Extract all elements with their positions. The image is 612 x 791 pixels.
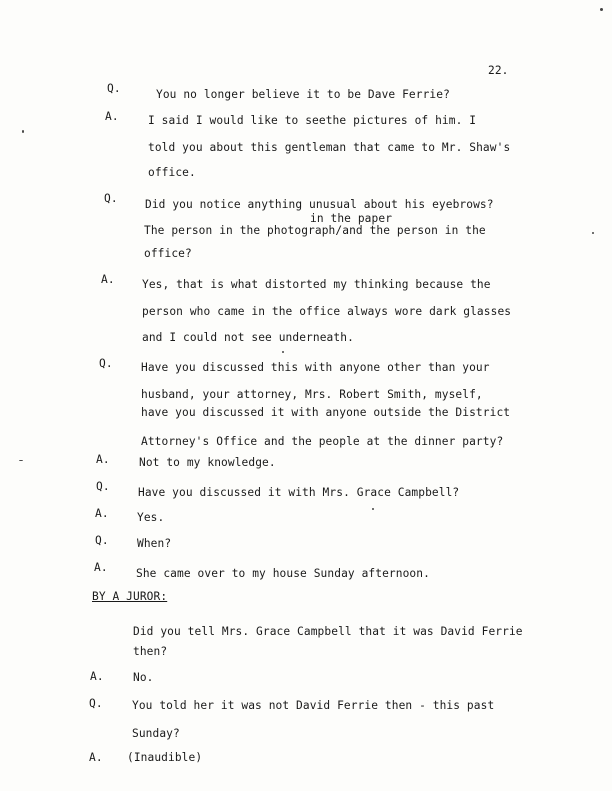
speaker-label: A.	[90, 670, 104, 683]
question-text: Have you discussed it with Mrs. Grace Campbell?	[138, 486, 460, 499]
question-text: office?	[144, 247, 192, 260]
question-text: husband, your attorney, Mrs. Robert Smith, myself,	[141, 388, 483, 401]
question-text: Did you tell Mrs. Grace Campbell that it was David Ferrie	[133, 625, 523, 638]
question-text: You told her it was not David Ferrie then - this past	[132, 699, 495, 712]
question-text: then?	[133, 645, 168, 658]
answer-text: She came over to my house Sunday afternoon.	[136, 567, 430, 580]
speaker-label: A.	[105, 110, 119, 123]
answer-text: Yes.	[137, 511, 165, 524]
question-text: The person in the photograph/and the person in the	[144, 224, 486, 237]
answer-text: and I could not see underneath.	[142, 331, 354, 344]
answer-text: office.	[148, 166, 196, 179]
scan-speck	[22, 130, 24, 133]
answer-text: told you about this gentleman that came to Mr. Shaw's	[148, 141, 511, 154]
speaker-label: A.	[101, 273, 115, 286]
speaker-label: A.	[96, 453, 110, 466]
scan-speck	[19, 460, 23, 461]
answer-text: (Inaudible)	[127, 751, 203, 764]
scan-speck	[372, 508, 374, 510]
speaker-label: A.	[89, 751, 103, 764]
question-text: have you discussed it with anyone outside the District	[141, 406, 511, 419]
handwritten-insertion: in the paper	[310, 212, 393, 225]
scan-speck	[282, 351, 284, 353]
speaker-label: Q.	[99, 357, 113, 370]
answer-text: person who came in the office always wore dark glasses	[142, 305, 512, 318]
speaker-label: A.	[95, 507, 109, 520]
answer-text: Not to my knowledge.	[139, 456, 276, 469]
question-text: When?	[137, 537, 172, 550]
question-text: Did you notice anything unusual about his eyebrows?	[145, 198, 494, 211]
question-text: You no longer believe it to be Dave Ferrie?	[156, 88, 450, 101]
answer-text: I said I would like to seethe pictures of him. I	[148, 114, 477, 127]
answer-text: Yes, that is what distorted my thinking because the	[142, 278, 491, 291]
speaker-label: Q.	[104, 192, 118, 205]
speaker-label: Q.	[107, 82, 121, 95]
section-heading: BY A JUROR:	[92, 590, 168, 603]
scan-speck	[592, 232, 594, 234]
question-text: Sunday?	[132, 727, 180, 740]
speaker-label: Q.	[95, 534, 109, 547]
answer-text: No.	[133, 671, 154, 684]
speaker-label: Q.	[96, 480, 110, 493]
question-text: Attorney's Office and the people at the dinner party?	[141, 435, 504, 448]
speaker-label: Q.	[89, 697, 103, 710]
page-number: 22.	[488, 64, 509, 77]
speaker-label: A.	[94, 561, 108, 574]
scan-speck	[600, 8, 603, 11]
question-text: Have you discussed this with anyone other than your	[141, 361, 490, 374]
